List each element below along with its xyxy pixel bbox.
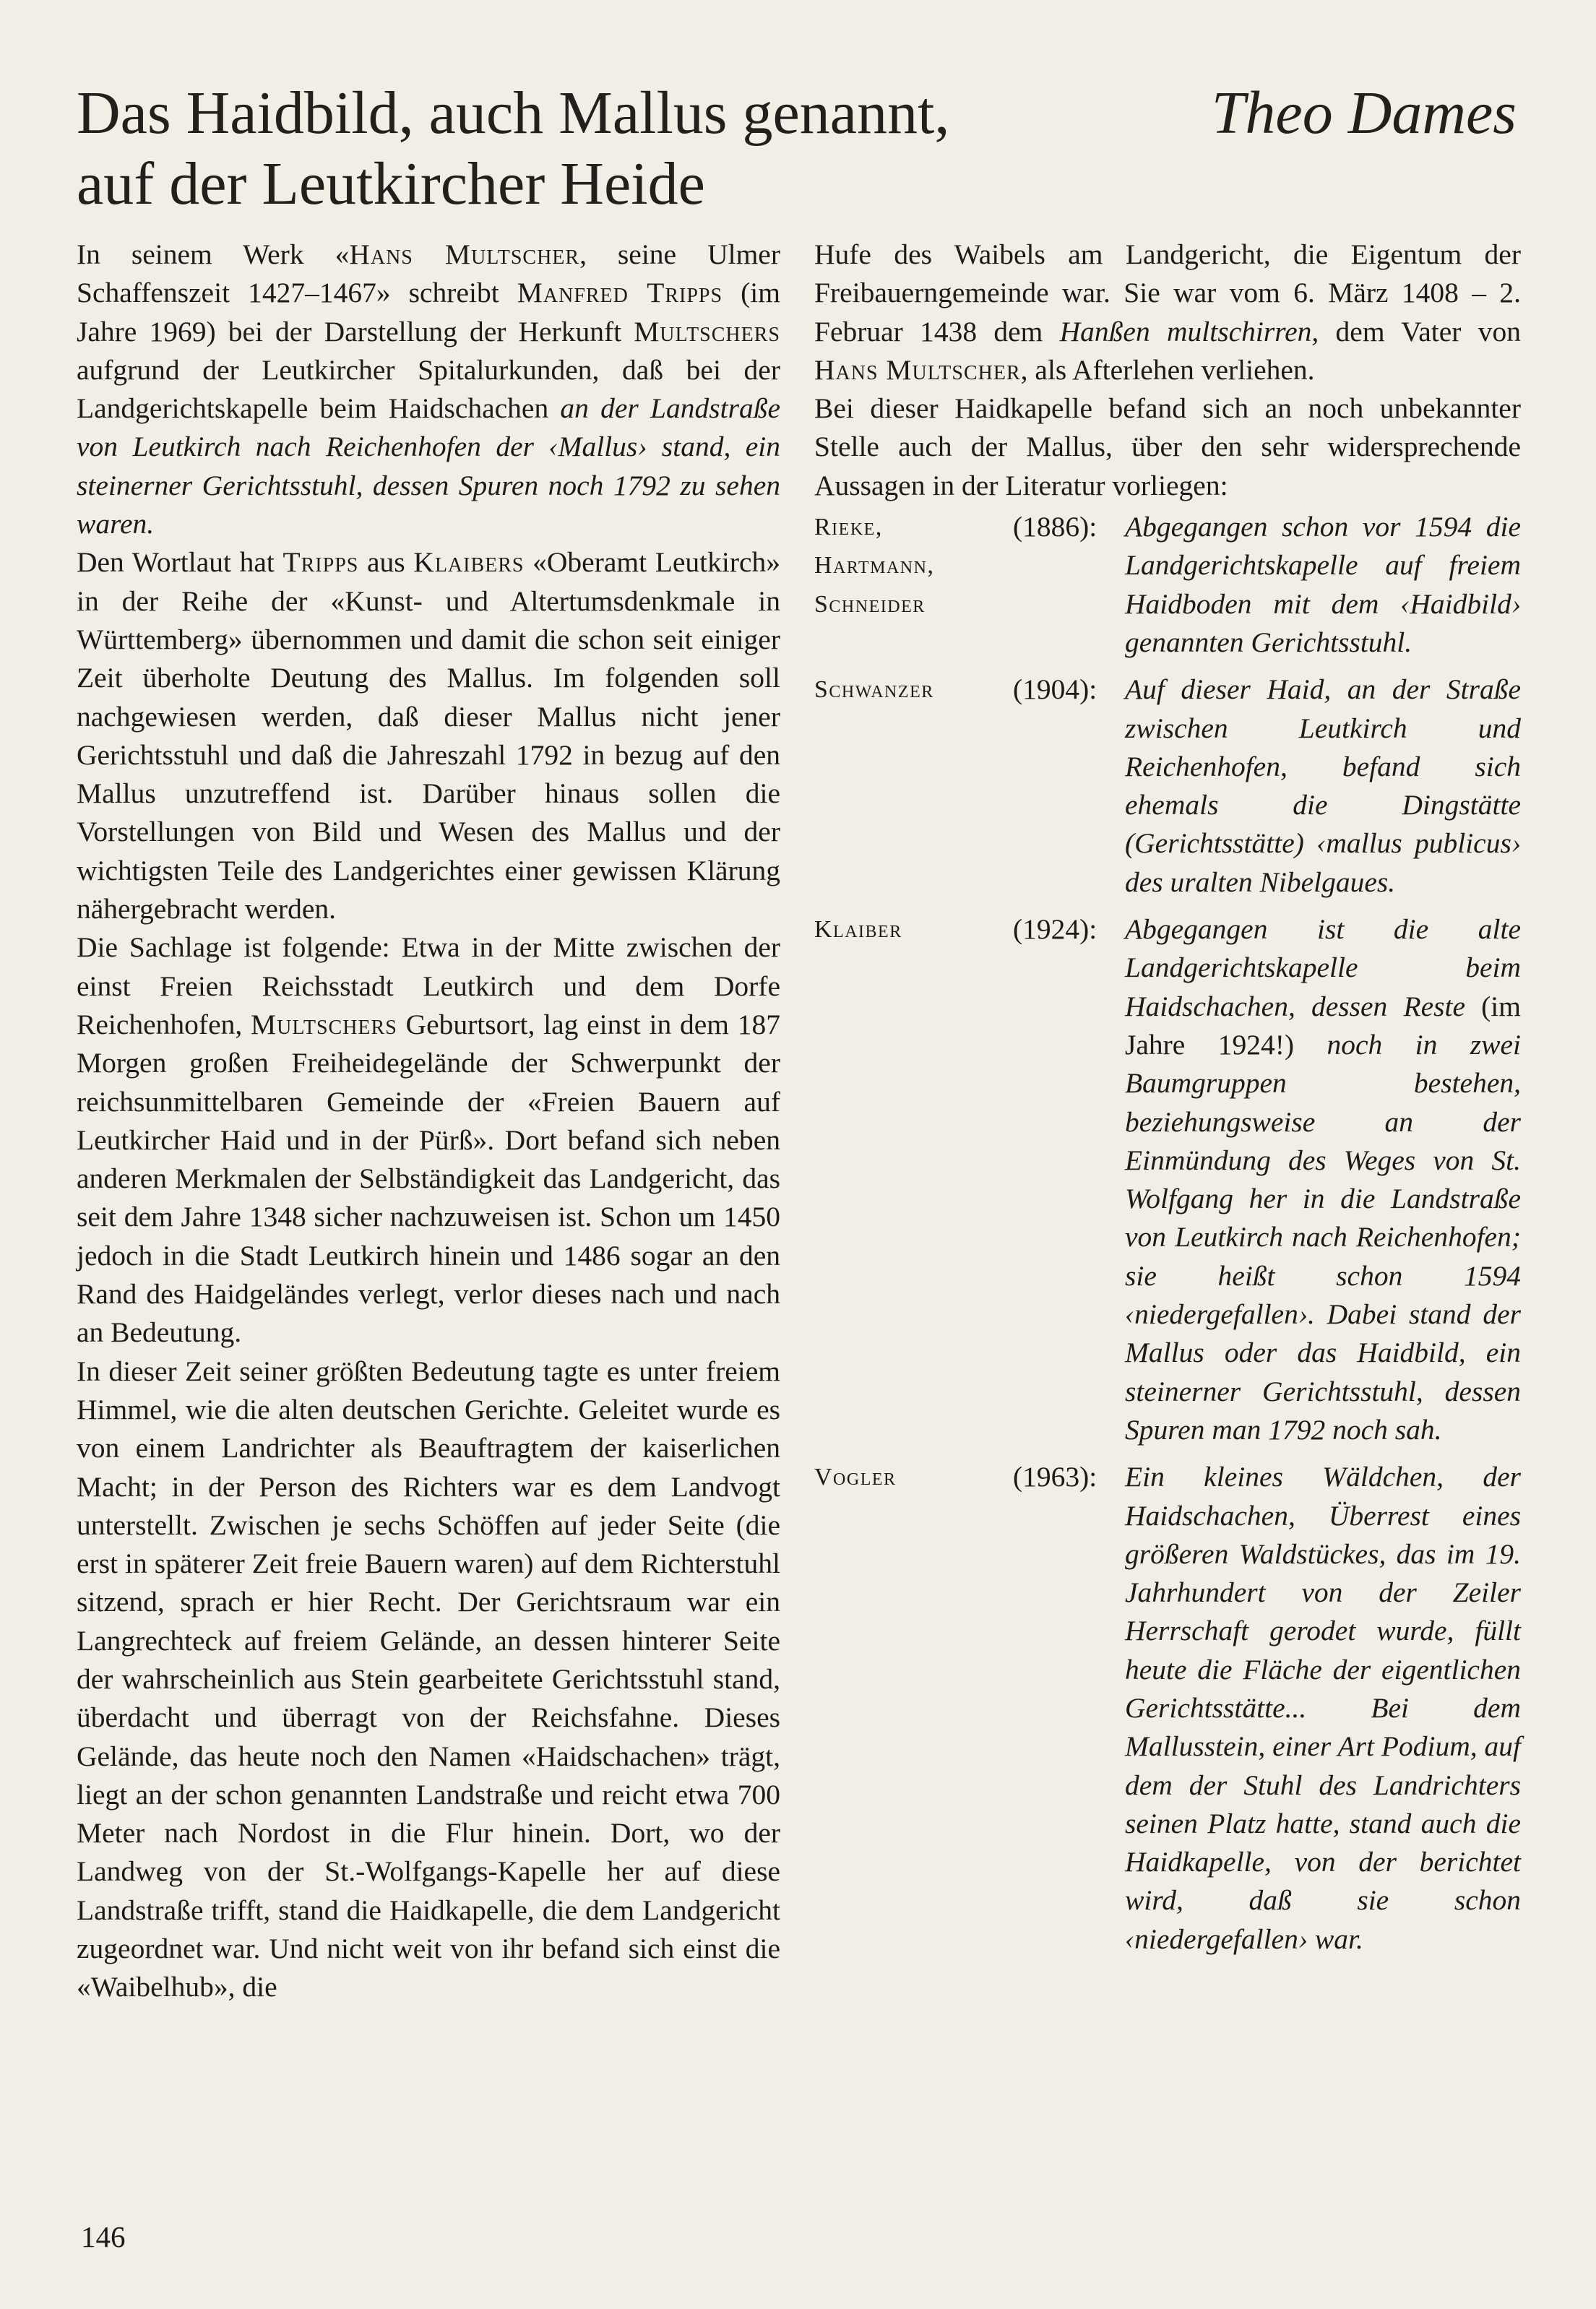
text-run: Bei dieser Haidkapelle befand sich an noch unbekannter Stelle auch der Mallus, über den sehr widersprechende Aussagen in der Literatur vorliegen: — [814, 392, 1521, 501]
small-caps-name: Manfred Tripps — [517, 277, 723, 309]
reference-author — [814, 508, 1013, 662]
literature-reference — [814, 910, 1521, 1449]
italic-quote: Hanßen multschirren, — [1059, 315, 1319, 348]
text-run: Auf dieser Haid, an der Straße zwischen Leutkirch und Reichenhofen, befand sich ehemals die Dingstätte (Gerichtsstätte) ‹mallus publicus› des uralten Nibelgaues. — [1125, 673, 1521, 898]
small-caps-name: Hans Multscher — [349, 238, 580, 270]
reference-year: (1904): — [1013, 673, 1097, 706]
text-run: aufgrund der Leutkircher Spitalurkunden, daß bei der Landgerichtskapelle beim Haidschachen — [77, 353, 780, 425]
reference-author-line: Schneider — [814, 590, 926, 618]
paragraph — [814, 236, 1521, 389]
reference-year: (1924): — [1013, 913, 1097, 946]
italic-quote: an der Landstraße von Leutkirch nach Reichenhofen der ‹Mallus› stand, ein steinerner Gerichtsstuhl, dessen Spuren noch 1792 zu sehen waren. — [77, 392, 780, 540]
reference-quote — [1125, 508, 1521, 662]
text-run: Den Wortlaut hat — [77, 546, 283, 579]
text-run: aus — [358, 546, 414, 579]
small-caps-name: Multschers — [634, 315, 780, 348]
text-run: «Oberamt Leutkirch» in der Reihe der «Kunst- und Altertumsdenkmale in Württemberg» übernommen und damit die schon seit einiger Zeit überholte Deutung des Mallus. Im folgenden soll nachgewiesen werden, daß dieser Mallus nicht jener Gerichtsstuhl und daß die Jahreszahl 1792 in bezug auf den Mallus unzutreffend ist. Darüber hinaus sollen die Vorstellungen von Bild und Wesen des Mallus und der wichtigsten Teile des Landgerichtes einer gewissen Klärung nähergebracht werden. — [77, 546, 781, 925]
text-run: noch in zwei Baumgruppen bestehen, beziehungsweise an der Einmündung des Weges von St. Wolfgang her in die Landstraße von Leutkirch nach Reichenhofen; sie heißt schon 1594 ‹niedergefallen›. Dabei stand der Mallus oder das Haidbild, ein steinerner Gerichtsstuhl, dessen Spuren man 1792 noch sah. — [1125, 1028, 1522, 1446]
paragraph — [77, 928, 780, 1352]
paragraph — [77, 236, 780, 543]
text-run: , als Afterlehen verliehen. — [1020, 353, 1315, 386]
text-run: In dieser Zeit seiner größten Bedeutung tagte es unter freiem Himmel, wie die alten deutschen Gerichte. Geleitet wurde es von einem Landrichter als Beauftragtem der kaiserlichen Macht; in der Person des Richters war es dem Landvogt unterstellt. Zwischen je sechs Schöffen auf jeder Seite (die erst in späterer Zeit freie Bauern waren) auf dem Richterstuhl sitzend, sprach er hier Recht. Der Gerichtsraum war ein Langrechteck auf freiem Gelände, an dessen hinterer Seite der wahrscheinlich aus Stein gearbeitete Gerichtsstuhl stand, überdacht und überragt von der Reichsfahne. Dieses Gelände, das heute noch den Namen «Haidschachen» trägt, liegt an der schon genannten Landstraße und reicht etwa 700 Meter nach Nordost in die Flur hinein. Dort, wo der Landweg von der St.-Wolfgangs-Kapelle her auf diese Landstraße trifft, stand die Haidkapelle, die dem Landgericht zugeordnet war. Und nicht weit von ihr befand sich einst die «Waibelhub», die — [77, 1355, 780, 2003]
left-column — [77, 236, 780, 2007]
text-run: Ein kleines Wäldchen, der Haidschachen, Überrest eines größeren Waldstückes, das im 19. Jahrhundert von der Zeiler Herrschaft gerodet wurde, füllt heute die Fläche der eigentlichen Gerichtsstätte... Bei dem Mallusstein, einer Art Podium, auf dem der Stuhl des Landrichters seinen Platz hatte, stand auch die Haidkapelle, von der berichtet wird, daß sie schon ‹niedergefallen› war. — [1125, 1461, 1521, 1955]
text-run: Geburtsort, lag einst in dem 187 Morgen großen Freiheidegelände der Schwerpunkt der reichsunmittelbaren Gemeinde der «Freien Bauern auf Leutkircher Haid und in der Pürß». Dort befand sich neben anderen Merkmalen der Selbständigkeit das Landgericht, das seit dem Jahre 1348 sicher nachzuweisen ist. Schon um 1450 jedoch in die Stadt Leutkirch hinein und 1486 sogar an den Rand des Haidgeländes verlegt, verlor dieses nach und nach an Bedeutung. — [77, 1008, 780, 1349]
reference-year: (1886): — [1013, 511, 1097, 543]
title-line-1: Das Haidbild, auch Mallus genannt, — [77, 79, 950, 147]
paragraph — [814, 389, 1521, 505]
reference-quote — [1125, 910, 1521, 1449]
reference-quote — [1125, 1458, 1521, 1959]
small-caps-name: Klaibers — [413, 546, 525, 579]
paragraph — [77, 1352, 780, 2007]
text-run: Abgegangen schon vor 1594 die Landgerichtskapelle auf freiem Haidboden mit dem ‹Haidbild› genannten Gerichtsstuhl. — [1125, 511, 1521, 658]
reference-author-line: Vogler — [814, 1464, 897, 1491]
literature-reference — [814, 1458, 1521, 1959]
reference-author — [814, 910, 1013, 1449]
article-title — [77, 78, 1146, 220]
reference-author-line: Klaiber — [814, 916, 902, 944]
text-run: Abgegangen ist die alte Landgerichtskapelle beim Haidschachen, dessen Reste — [1125, 913, 1521, 1022]
text-run: Die Sachlage ist folgende: Etwa in der Mitte zwischen der einst Freien Reichsstadt Leutkirch und dem Dorfe Reichenhofen, — [77, 931, 780, 1040]
text-run: In seinem Werk « — [77, 238, 350, 270]
paragraph — [77, 543, 780, 928]
page-number: 146 — [81, 2220, 126, 2253]
reference-author — [814, 1458, 1013, 1959]
text-run: (im Jahre 1924!) — [1125, 990, 1521, 1061]
right-column — [814, 236, 1521, 1959]
reference-author-line: Hartmann, — [814, 552, 935, 579]
text-run: Hufe des Waibels am Landgericht, die Eigentum der Freibauerngemeinde war. Sie war vom 6. März 1408 – 2. Februar 1438 dem — [814, 238, 1521, 348]
small-caps-name: Tripps — [282, 546, 359, 579]
reference-author-line: Rieke, — [814, 514, 883, 541]
author-name: Theo Dames — [1211, 79, 1517, 147]
reference-quote — [1125, 670, 1521, 902]
text-run: (im Jahre 1969) bei der Darstellung der Herkunft — [77, 277, 780, 348]
reference-author — [814, 670, 1013, 902]
small-caps-name: Hans Multscher — [814, 353, 1021, 386]
reference-author-line: Schwanzer — [814, 676, 934, 704]
reference-year: (1963): — [1013, 1461, 1097, 1493]
small-caps-name: Multschers — [250, 1008, 397, 1040]
title-line-2: auf der Leutkircher Heide — [77, 150, 705, 217]
literature-reference — [814, 508, 1521, 662]
text-run: , seine Ulmer Schaffenszeit 1427–1467» schreibt — [77, 238, 780, 309]
literature-reference — [814, 670, 1521, 902]
text-run: dem Vater von — [1319, 315, 1521, 348]
